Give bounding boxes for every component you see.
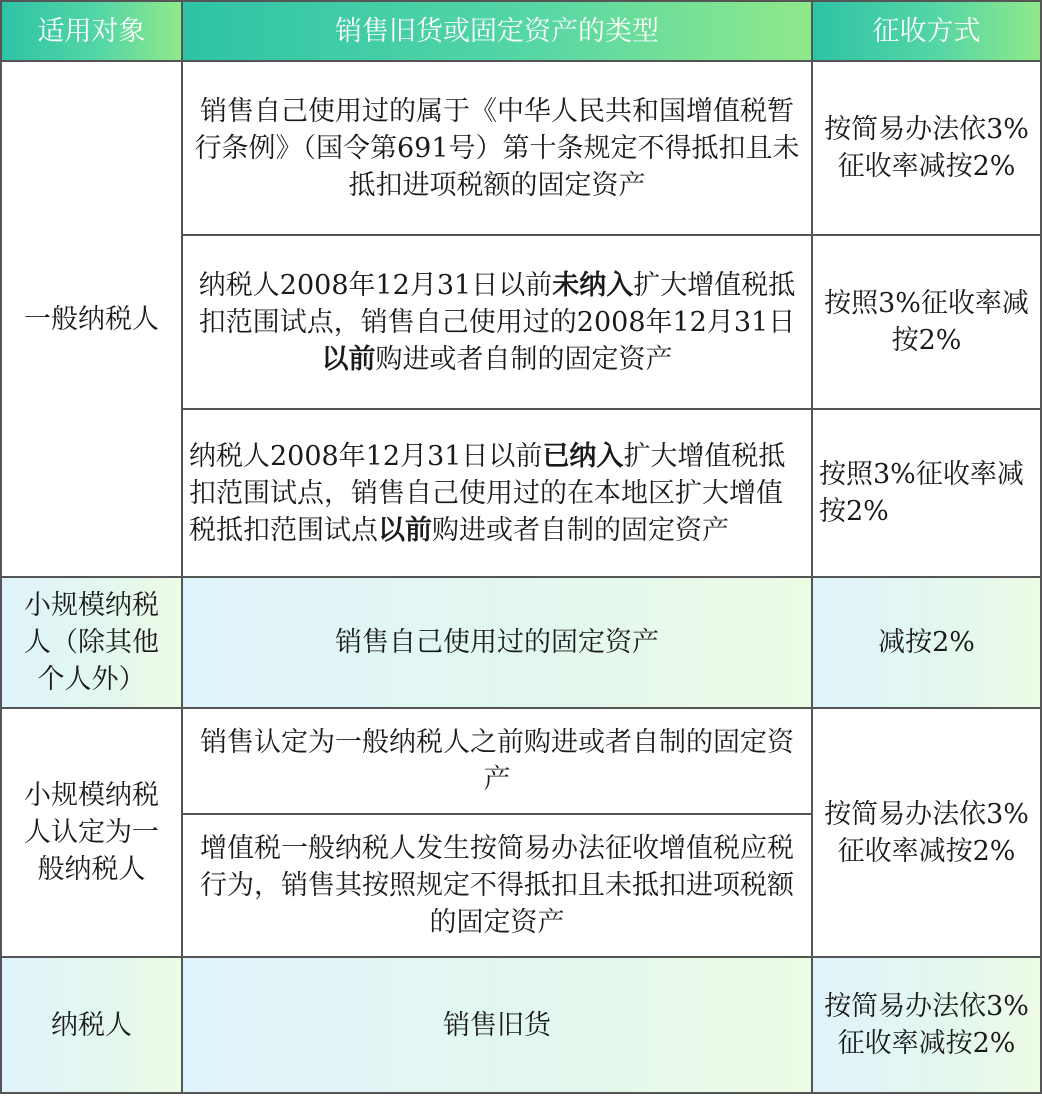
emphasis-text: 未纳入 — [552, 269, 634, 301]
header-type: 销售旧货或固定资产的类型 — [182, 1, 812, 61]
method-cell: 按简易办法依3%征收率减按2% — [812, 61, 1041, 235]
header-row — [1, 1, 1041, 61]
target-cell: 一般纳税人 — [1, 61, 182, 577]
method-cell: 按简易办法依3%征收率减按2% — [812, 957, 1041, 1093]
target-cell: 纳税人 — [1, 957, 182, 1093]
method-cell: 按照3%征收率减按2% — [812, 235, 1041, 409]
table-row — [1, 577, 1041, 708]
method-cell: 按照3%征收率减按2% — [812, 409, 1041, 577]
type-cell: 销售自己使用过的固定资产 — [182, 577, 812, 708]
method-cell: 减按2% — [812, 577, 1041, 708]
type-cell: 增值税一般纳税人发生按简易办法征收增值税应税行为，销售其按照规定不得抵扣且未抵扣进项税额的固定资产 — [182, 814, 812, 957]
table-row — [1, 708, 1041, 814]
table-row — [1, 61, 1041, 235]
method-cell: 按简易办法依3%征收率减按2% — [812, 708, 1041, 957]
type-cell: 纳税人2008年12月31日以前已纳入扩大增值税抵扣范围试点，销售自己使用过的在本地区扩大增值税抵扣范围试点以前购进或者自制的固定资产 — [182, 409, 812, 577]
header-method: 征收方式 — [812, 1, 1041, 61]
type-cell: 销售自己使用过的属于《中华人民共和国增值税暂行条例》（国令第691号）第十条规定不得抵扣且未抵扣进项税额的固定资产 — [182, 61, 812, 235]
target-cell: 小规模纳税人认定为一般纳税人 — [1, 708, 182, 957]
type-cell: 销售旧货 — [182, 957, 812, 1093]
type-cell: 纳税人2008年12月31日以前未纳入扩大增值税抵扣范围试点，销售自己使用过的2008年12月31日以前购进或者自制的固定资产 — [182, 235, 812, 409]
header-target: 适用对象 — [1, 1, 182, 61]
emphasis-text: 以前 — [378, 514, 432, 546]
type-cell: 销售认定为一般纳税人之前购进或者自制的固定资产 — [182, 708, 812, 814]
emphasis-text: 已纳入 — [542, 440, 624, 472]
target-cell: 小规模纳税人（除其他个人外） — [1, 577, 182, 708]
table-row — [1, 957, 1041, 1093]
emphasis-text: 以前 — [321, 343, 376, 375]
